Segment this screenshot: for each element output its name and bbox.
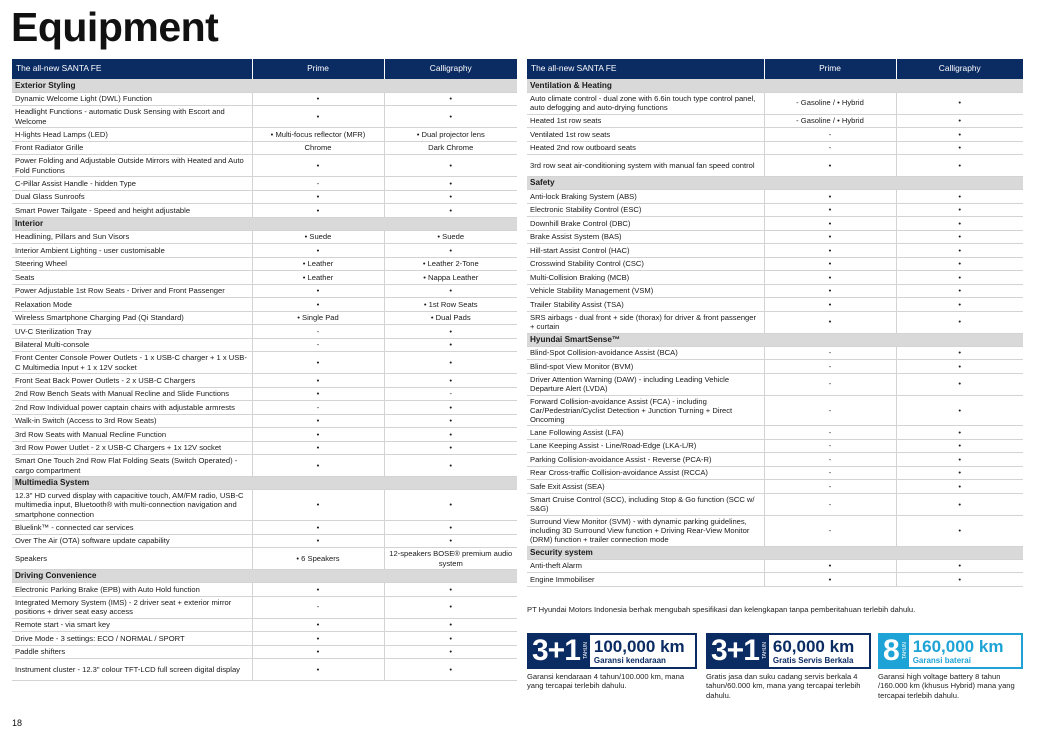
calligraphy-cell: • Dual Pads <box>384 311 517 325</box>
calligraphy-cell: • <box>384 190 517 204</box>
table-row <box>12 257 517 271</box>
warranty-unit: TAHUN <box>582 635 590 667</box>
prime-cell: - Gasoline / • Hybrid <box>764 114 896 128</box>
prime-cell: • 6 Speakers <box>252 548 384 570</box>
calligraphy-cell: 12-speakers BOSE® premium audio system <box>384 548 517 570</box>
equipment-table-right <box>527 59 1023 587</box>
feature-cell: Headlining, Pillars and Sun Visors <box>12 230 252 244</box>
feature-cell: 3rd Row Power Uutlet - 2 x USB-C Chargers + 1x 12V socket <box>12 441 252 455</box>
calligraphy-cell: • <box>384 177 517 191</box>
warranty-km: 100,000 km <box>593 637 685 656</box>
table-row <box>12 338 517 352</box>
table-row <box>12 659 517 681</box>
warranty-label: Garansi kendaraan <box>593 656 666 665</box>
prime-cell: • <box>252 204 384 218</box>
prime-cell: • <box>252 534 384 548</box>
section-title: Multimedia System <box>12 477 517 490</box>
feature-cell: Downhill Brake Control (DBC) <box>527 217 764 231</box>
table-row <box>12 244 517 258</box>
table-row <box>12 311 517 325</box>
table-row <box>12 401 517 415</box>
table-row <box>12 271 517 285</box>
prime-cell: - <box>764 493 896 515</box>
warranty-years: 3+1 <box>529 635 582 667</box>
feature-cell: Paddle shifters <box>12 645 252 659</box>
section-title: Driving Convenience <box>12 570 517 583</box>
header-prime: Prime <box>764 59 896 79</box>
prime-cell: • <box>252 387 384 401</box>
calligraphy-cell: • <box>896 466 1023 480</box>
prime-cell: • <box>252 441 384 455</box>
feature-cell: Integrated Memory System (IMS) - 2 driver seat + exterior mirror positions + driver seat easy access <box>12 596 252 618</box>
calligraphy-cell: • <box>384 490 517 521</box>
table-row <box>527 360 1023 374</box>
calligraphy-cell: • <box>896 346 1023 360</box>
table-row <box>527 426 1023 440</box>
feature-cell: Electronic Parking Brake (EPB) with Auto Hold function <box>12 583 252 597</box>
table-row <box>12 92 517 106</box>
prime-cell: - <box>252 401 384 415</box>
table-row <box>12 204 517 218</box>
disclaimer-note: PT Hyundai Motors Indonesia berhak mengubah spesifikasi dan kelengkapan tanpa pemberitahuan terlebih dahulu. <box>527 605 916 614</box>
section-header <box>527 333 1023 346</box>
feature-cell: Smart One Touch 2nd Row Flat Folding Seats (Switch Operated) - cargo compartment <box>12 455 252 477</box>
calligraphy-cell: • <box>384 92 517 106</box>
calligraphy-cell: • <box>896 515 1023 546</box>
feature-cell: Hill-start Assist Control (HAC) <box>527 244 764 258</box>
table-row <box>12 141 517 155</box>
feature-cell: Front Center Console Power Outlets - 1 x USB-C charger + 1 x USB-C Multimedia Input + 1 x 12V socket <box>12 352 252 374</box>
feature-cell: Dual Glass Sunroofs <box>12 190 252 204</box>
table-row <box>12 106 517 128</box>
table-row <box>527 573 1023 587</box>
feature-cell: Drive Mode - 3 settings: ECO / NORMAL / SPORT <box>12 632 252 646</box>
prime-cell: • <box>252 455 384 477</box>
table-row <box>527 203 1023 217</box>
feature-cell: Steering Wheel <box>12 257 252 271</box>
section-header <box>12 79 517 92</box>
header-prime: Prime <box>252 59 384 79</box>
warranty-label: Garansi baterai <box>912 656 971 665</box>
table-row <box>527 298 1023 312</box>
table-row <box>527 217 1023 231</box>
prime-cell: • Multi-focus reflector (MFR) <box>252 128 384 142</box>
prime-cell: • <box>764 244 896 258</box>
prime-cell: • <box>252 374 384 388</box>
table-row <box>12 387 517 401</box>
feature-cell: Over The Air (OTA) software update capability <box>12 534 252 548</box>
prime-cell: - <box>764 466 896 480</box>
feature-cell: Smart Power Tailgate - Speed and height adjustable <box>12 204 252 218</box>
warranty-years: 3+1 <box>708 635 761 667</box>
warranty-km: 160,000 km <box>912 637 1004 656</box>
table-row <box>12 177 517 191</box>
feature-cell: Relaxation Mode <box>12 298 252 312</box>
feature-cell: Heated 1st row seats <box>527 114 764 128</box>
feature-cell: Heated 2nd row outboard seats <box>527 141 764 155</box>
warranty-km: 60,000 km <box>772 637 855 656</box>
prime-cell: • <box>764 230 896 244</box>
table-row <box>12 155 517 177</box>
prime-cell: Chrome <box>252 141 384 155</box>
feature-cell: Power Adjustable 1st Row Seats - Driver and Front Passenger <box>12 284 252 298</box>
feature-cell: Trailer Stability Assist (TSA) <box>527 298 764 312</box>
table-row <box>12 352 517 374</box>
calligraphy-cell: • Nappa Leather <box>384 271 517 285</box>
warranty-service-desc: Gratis jasa dan suku cadang servis berkala 4 tahun/60.000 km, mana yang tercapai terlebih dahulu. <box>706 672 861 700</box>
prime-cell: • <box>252 155 384 177</box>
section-header <box>12 570 517 583</box>
prime-cell: • <box>252 632 384 646</box>
feature-cell: Crosswind Stability Control (CSC) <box>527 257 764 271</box>
table-row <box>12 596 517 618</box>
prime-cell: • <box>252 284 384 298</box>
table-row <box>12 298 517 312</box>
feature-cell: Driver Attention Warning (DAW) - including Leading Vehicle Departure Alert (LVDA) <box>527 373 764 395</box>
calligraphy-cell: • <box>896 128 1023 142</box>
prime-cell: - <box>764 346 896 360</box>
table-row <box>527 493 1023 515</box>
prime-cell: • <box>252 352 384 374</box>
feature-cell: Brake Assist System (BAS) <box>527 230 764 244</box>
calligraphy-cell: • <box>896 217 1023 231</box>
prime-cell: - <box>764 141 896 155</box>
calligraphy-cell: • <box>896 373 1023 395</box>
prime-cell: - Gasoline / • Hybrid <box>764 92 896 114</box>
feature-cell: UV-C Sterilization Tray <box>12 325 252 339</box>
prime-cell: • <box>252 92 384 106</box>
table-row <box>527 244 1023 258</box>
calligraphy-cell: • <box>896 559 1023 573</box>
feature-cell: Bilateral Multi-console <box>12 338 252 352</box>
feature-cell: Power Folding and Adjustable Outside Mirrors with Heated and Auto Fold Functions <box>12 155 252 177</box>
table-row <box>12 521 517 535</box>
prime-cell: - <box>764 128 896 142</box>
section-title: Exterior Styling <box>12 79 517 92</box>
calligraphy-cell: • <box>896 230 1023 244</box>
table-row <box>12 618 517 632</box>
prime-cell: • <box>764 311 896 333</box>
calligraphy-cell: • <box>896 493 1023 515</box>
feature-cell: Safe Exit Assist (SEA) <box>527 480 764 494</box>
calligraphy-cell: • <box>384 428 517 442</box>
calligraphy-cell: • <box>384 455 517 477</box>
prime-cell: - <box>764 439 896 453</box>
warranty-battery-badge <box>878 633 1023 669</box>
feature-cell: SRS airbags - dual front + side (thorax) for driver & front passenger + curtain <box>527 311 764 333</box>
calligraphy-cell: • Leather 2-Tone <box>384 257 517 271</box>
calligraphy-cell: • <box>896 141 1023 155</box>
calligraphy-cell: • <box>384 441 517 455</box>
table-row <box>12 374 517 388</box>
table-row <box>12 534 517 548</box>
warranty-vehicle-badge <box>527 633 697 669</box>
prime-cell: • <box>764 271 896 285</box>
table-row <box>12 190 517 204</box>
calligraphy-cell: • <box>896 439 1023 453</box>
warranty-vehicle-desc: Garansi kendaraan 4 tahun/100.000 km, mana yang tercapai terlebih dahulu. <box>527 672 685 691</box>
table-row <box>527 271 1023 285</box>
calligraphy-cell: • <box>896 203 1023 217</box>
calligraphy-cell: • <box>384 204 517 218</box>
calligraphy-cell: Dark Chrome <box>384 141 517 155</box>
calligraphy-cell: • <box>384 618 517 632</box>
prime-cell: • Leather <box>252 271 384 285</box>
table-row <box>527 141 1023 155</box>
table-row <box>527 230 1023 244</box>
warranty-service-badge <box>706 633 871 669</box>
feature-cell: 2nd Row Individual power captain chairs with adjustable armrests <box>12 401 252 415</box>
feature-cell: Smart Cruise Control (SCC), including Stop & Go function (SCC w/ S&G) <box>527 493 764 515</box>
calligraphy-cell: • <box>896 114 1023 128</box>
page-number: 18 <box>12 718 23 728</box>
feature-cell: Interior Ambient Lighting - user customisable <box>12 244 252 258</box>
section-title: Hyundai SmartSense™ <box>527 333 1023 346</box>
calligraphy-cell: • <box>384 338 517 352</box>
calligraphy-cell: • <box>384 155 517 177</box>
section-header <box>527 79 1023 92</box>
feature-cell: Walk-in Switch (Access to 3rd Row Seats) <box>12 414 252 428</box>
table-row <box>12 490 517 521</box>
prime-cell: • <box>764 257 896 271</box>
section-title: Ventilation & Heating <box>527 79 1023 92</box>
table-header <box>12 59 517 79</box>
section-header <box>527 546 1023 559</box>
page-title: Equipment <box>11 4 219 50</box>
section-header <box>12 477 517 490</box>
feature-cell: Engine Immobiliser <box>527 573 764 587</box>
calligraphy-cell: • <box>896 298 1023 312</box>
table-row <box>527 373 1023 395</box>
table-row <box>12 632 517 646</box>
prime-cell: - <box>764 515 896 546</box>
section-title: Interior <box>12 217 517 230</box>
feature-cell: 3rd row seat air-conditioning system with manual fan speed control <box>527 155 764 177</box>
section-header <box>12 217 517 230</box>
feature-cell: Ventilated 1st row seats <box>527 128 764 142</box>
calligraphy-cell: • Suede <box>384 230 517 244</box>
equipment-table-left <box>12 59 517 681</box>
prime-cell: - <box>764 426 896 440</box>
feature-cell: C-Pillar Assist Handle - hidden Type <box>12 177 252 191</box>
prime-cell: • <box>252 618 384 632</box>
prime-cell: • <box>252 490 384 521</box>
feature-cell: H-lights Head Lamps (LED) <box>12 128 252 142</box>
calligraphy-cell: • <box>896 244 1023 258</box>
feature-cell: Anti-lock Braking System (ABS) <box>527 190 764 204</box>
feature-cell: Remote start - via smart key <box>12 618 252 632</box>
feature-cell: Lane Keeping Assist - Line/Road-Edge (LKA-L/R) <box>527 439 764 453</box>
calligraphy-cell: • <box>896 395 1023 426</box>
prime-cell: • Suede <box>252 230 384 244</box>
prime-cell: • <box>252 298 384 312</box>
calligraphy-cell: • <box>384 374 517 388</box>
feature-cell: Wireless Smartphone Charging Pad (Qi Standard) <box>12 311 252 325</box>
section-title: Safety <box>527 177 1023 190</box>
calligraphy-cell: • <box>384 284 517 298</box>
section-header <box>527 177 1023 190</box>
prime-cell: • <box>252 414 384 428</box>
table-header <box>527 59 1023 79</box>
feature-cell: Lane Following Assist (LFA) <box>527 426 764 440</box>
calligraphy-cell: • <box>896 284 1023 298</box>
prime-cell: • <box>764 298 896 312</box>
prime-cell: • <box>252 244 384 258</box>
prime-cell: - <box>764 360 896 374</box>
feature-cell: Dynamic Welcome Light (DWL) Function <box>12 92 252 106</box>
calligraphy-cell: • 1st Row Seats <box>384 298 517 312</box>
prime-cell: - <box>252 338 384 352</box>
table-row <box>12 645 517 659</box>
prime-cell: • <box>252 645 384 659</box>
prime-cell: • <box>252 428 384 442</box>
feature-cell: Seats <box>12 271 252 285</box>
feature-cell: Bluelink™ - connected car services <box>12 521 252 535</box>
feature-cell: Instrument cluster - 12.3" colour TFT-LCD full screen digital display <box>12 659 252 681</box>
calligraphy-cell: • <box>896 155 1023 177</box>
warranty-years: 8 <box>880 635 901 667</box>
calligraphy-cell: • <box>384 645 517 659</box>
feature-cell: Speakers <box>12 548 252 570</box>
table-row <box>12 128 517 142</box>
calligraphy-cell: • <box>896 426 1023 440</box>
feature-cell: Surround View Monitor (SVM) - with dynamic parking guidelines, including 3D Surround View function + Driving Rear-View Monitor (DRM) function + trailer connection mode <box>527 515 764 546</box>
feature-cell: Front Seat Back Power Outlets - 2 x USB-C Chargers <box>12 374 252 388</box>
feature-cell: Headlight Functions - automatic Dusk Sensing with Escort and Welcome <box>12 106 252 128</box>
table-row <box>527 284 1023 298</box>
warranty-unit: TAHUN <box>761 635 769 667</box>
calligraphy-cell: • <box>384 106 517 128</box>
feature-cell: 2nd Row Bench Seats with Manual Recline and Slide Functions <box>12 387 252 401</box>
calligraphy-cell: • <box>896 190 1023 204</box>
header-calligraphy: Calligraphy <box>896 59 1023 79</box>
table-row <box>527 466 1023 480</box>
table-row <box>12 325 517 339</box>
calligraphy-cell: • <box>384 401 517 415</box>
table-row <box>527 311 1023 333</box>
feature-cell: 3rd Row Seats with Manual Recline Function <box>12 428 252 442</box>
table-row <box>12 284 517 298</box>
calligraphy-cell: • <box>384 244 517 258</box>
calligraphy-cell: • <box>896 311 1023 333</box>
feature-cell: Auto climate control - dual zone with 6.6in touch type control panel, auto defogging and auto-drying functions <box>527 92 764 114</box>
feature-cell: Multi-Collision Braking (MCB) <box>527 271 764 285</box>
prime-cell: • <box>764 284 896 298</box>
prime-cell: - <box>764 395 896 426</box>
calligraphy-cell: • <box>384 325 517 339</box>
prime-cell: - <box>252 596 384 618</box>
table-row <box>12 441 517 455</box>
prime-cell: • <box>764 155 896 177</box>
table-row <box>12 414 517 428</box>
table-row <box>527 439 1023 453</box>
feature-cell: Blind-Spot Collision-avoidance Assist (BCA) <box>527 346 764 360</box>
prime-cell: • <box>764 573 896 587</box>
table-row <box>527 114 1023 128</box>
table-row <box>527 395 1023 426</box>
prime-cell: • <box>764 217 896 231</box>
prime-cell: - <box>252 177 384 191</box>
calligraphy-cell: - <box>384 387 517 401</box>
calligraphy-cell: • <box>896 257 1023 271</box>
table-row <box>527 190 1023 204</box>
feature-cell: Blind-spot View Monitor (BVM) <box>527 360 764 374</box>
prime-cell: • Single Pad <box>252 311 384 325</box>
calligraphy-cell: • Dual projector lens <box>384 128 517 142</box>
table-row <box>12 428 517 442</box>
calligraphy-cell: • <box>384 414 517 428</box>
feature-cell: Vehicle Stability Management (VSM) <box>527 284 764 298</box>
prime-cell: - <box>764 373 896 395</box>
prime-cell: - <box>764 480 896 494</box>
table-row <box>527 515 1023 546</box>
calligraphy-cell: • <box>384 596 517 618</box>
calligraphy-cell: • <box>384 583 517 597</box>
feature-cell: 12.3" HD curved display with capacitive touch, AM/FM radio, USB-C multimedia input, Bluetooth® with multi-connection navigation and smartphone connection <box>12 490 252 521</box>
prime-cell: • Leather <box>252 257 384 271</box>
calligraphy-cell: • <box>384 659 517 681</box>
calligraphy-cell: • <box>384 534 517 548</box>
calligraphy-cell: • <box>384 521 517 535</box>
header-model: The all-new SANTA FE <box>527 59 764 79</box>
table-row <box>527 559 1023 573</box>
table-row <box>12 583 517 597</box>
calligraphy-cell: • <box>896 453 1023 467</box>
table-row <box>527 155 1023 177</box>
feature-cell: Front Radiator Grille <box>12 141 252 155</box>
header-calligraphy: Calligraphy <box>384 59 517 79</box>
header-model: The all-new SANTA FE <box>12 59 252 79</box>
prime-cell: - <box>764 453 896 467</box>
table-row <box>527 257 1023 271</box>
section-title: Security system <box>527 546 1023 559</box>
feature-cell: Forward Collision-avoidance Assist (FCA) - including Car/Pedestrian/Cyclist Detection + Junction Turning + Direct Oncoming <box>527 395 764 426</box>
table-row <box>527 128 1023 142</box>
prime-cell: • <box>252 583 384 597</box>
prime-cell: • <box>764 559 896 573</box>
table-row <box>12 230 517 244</box>
calligraphy-cell: • <box>384 352 517 374</box>
prime-cell: - <box>252 325 384 339</box>
prime-cell: • <box>252 521 384 535</box>
calligraphy-cell: • <box>896 271 1023 285</box>
feature-cell: Electronic Stability Control (ESC) <box>527 203 764 217</box>
warranty-battery-desc: Garansi high voltage battery 8 tahun /160.000 km (khusus Hybrid) mana yang tercapai terlebih dahulu. <box>878 672 1015 700</box>
calligraphy-cell: • <box>384 632 517 646</box>
prime-cell: • <box>252 659 384 681</box>
prime-cell: • <box>252 190 384 204</box>
table-row <box>527 92 1023 114</box>
feature-cell: Parking Collision-avoidance Assist - Reverse (PCA-R) <box>527 453 764 467</box>
feature-cell: Anti-theft Alarm <box>527 559 764 573</box>
warranty-label: Gratis Servis Berkala <box>772 656 854 665</box>
prime-cell: • <box>252 106 384 128</box>
calligraphy-cell: • <box>896 360 1023 374</box>
feature-cell: Rear Cross-traffic Collision-avoidance Assist (RCCA) <box>527 466 764 480</box>
table-row <box>12 455 517 477</box>
table-row <box>527 346 1023 360</box>
calligraphy-cell: • <box>896 92 1023 114</box>
calligraphy-cell: • <box>896 573 1023 587</box>
table-row <box>527 480 1023 494</box>
table-row <box>12 548 517 570</box>
prime-cell: • <box>764 190 896 204</box>
warranty-unit: TAHUN <box>901 635 909 667</box>
table-row <box>527 453 1023 467</box>
calligraphy-cell: • <box>896 480 1023 494</box>
prime-cell: • <box>764 203 896 217</box>
